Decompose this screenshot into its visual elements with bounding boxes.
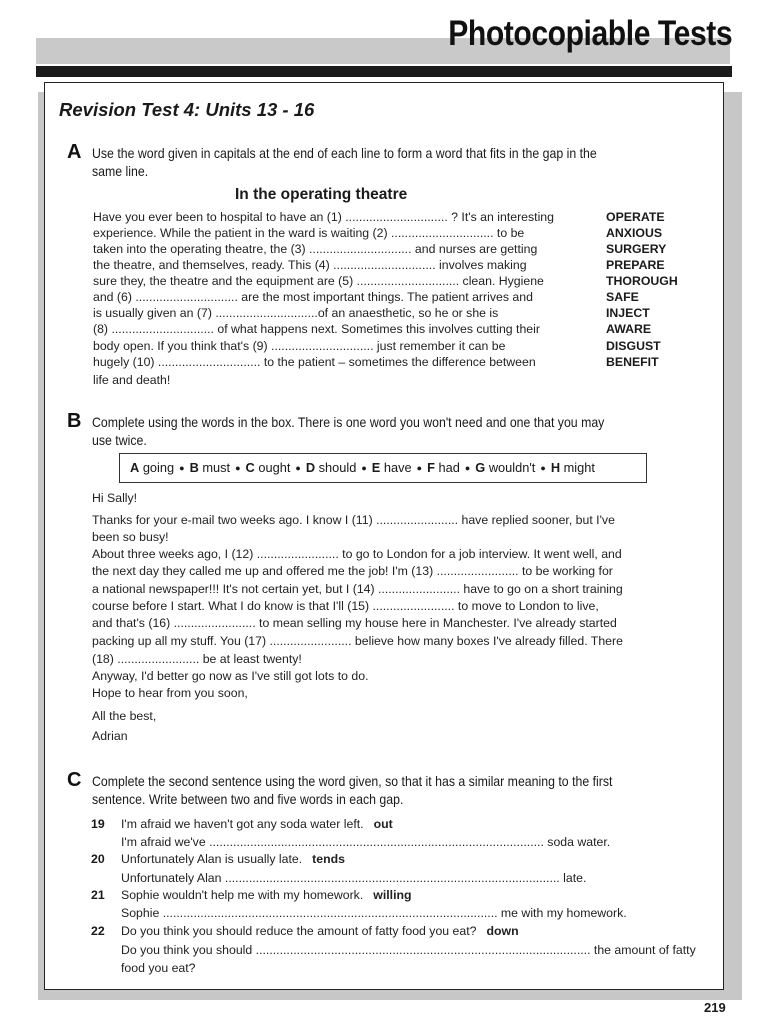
capital-word: BENEFIT	[606, 355, 659, 369]
question-keyword: willing	[373, 888, 412, 902]
letter-sign-off: All the best,	[92, 709, 157, 723]
option-letter: E	[371, 460, 381, 475]
capital-word: DISGUST	[606, 339, 661, 353]
letter-line: Anyway, I'd better go now as I've still got lots to do.	[92, 669, 369, 683]
passage-line: taken into the operating theatre, the (3) .............................. and nurses are getting	[93, 242, 538, 256]
option-letter: B	[189, 460, 199, 475]
question-sentence	[121, 817, 393, 831]
letter-signature: Adrian	[92, 729, 128, 743]
letter-line: About three weeks ago, I (12) ........................ to go to London for a job interview. It went well, and	[92, 547, 622, 561]
letter-line: the next day they called me up and offered me the job! I'm (13) ........................ to be working for	[92, 564, 613, 578]
page-number: 219	[704, 1000, 726, 1015]
option-word: had	[438, 460, 460, 475]
passage-line: the theatre, and themselves, ready. This (4) .............................. involves making	[93, 258, 527, 272]
capital-word: AWARE	[606, 322, 652, 336]
capital-word: SURGERY	[606, 242, 667, 256]
letter-line: course before I start. What I do know is that I'll (15) ........................ to move to London to live,	[92, 599, 599, 613]
letter-line: (18) ........................ be at least twenty!	[92, 652, 302, 666]
capital-word: OPERATE	[606, 210, 665, 224]
passage-line: sure they, the theatre and the equipment are (5) .............................. clean. Hygiene	[93, 274, 544, 288]
question-sentence	[121, 852, 345, 866]
section-b-instruction-line-1: Complete using the words in the box. There is one word you won't need and one that you may	[92, 414, 605, 430]
question-text: I'm afraid we haven't got any soda water left.	[121, 817, 364, 831]
answer-line: I'm afraid we've .................................................................................................. soda water.	[121, 835, 611, 849]
answer-line: Do you think you should .................................................................................................. the amount of fatty	[121, 943, 696, 957]
section-a-instruction	[92, 144, 690, 180]
question-number: 20	[91, 852, 105, 866]
option-word: wouldn't	[488, 460, 536, 475]
bullet-separator: ●	[416, 463, 423, 473]
section-c-instruction-line-1: Complete the second sentence using the word given, so that it has a similar meaning to the first	[92, 773, 613, 789]
option-letter: G	[475, 460, 486, 475]
section-b-instruction-line-2: use twice.	[92, 432, 147, 448]
test-title: Revision Test 4: Units 13 - 16	[59, 99, 315, 120]
letter-greeting: Hi Sally!	[92, 491, 138, 505]
passage-line: life and death!	[93, 373, 171, 387]
word-box	[119, 453, 647, 483]
option-letter: A	[130, 460, 140, 475]
section-a-instruction-line-2: same line.	[92, 163, 149, 179]
option-word: ought	[258, 460, 291, 475]
section-a-instruction-line-1: Use the word given in capitals at the end of each line to form a word that fits in the gap in the	[92, 145, 597, 161]
answer-line: Unfortunately Alan .................................................................................................. late.	[121, 871, 587, 885]
letter-line: Thanks for your e-mail two weeks ago. I know I (11) ........................ have replied sooner, but I've	[92, 513, 615, 527]
option-letter: F	[427, 460, 435, 475]
letter-line: Hope to hear from you soon,	[92, 686, 248, 700]
section-b-letter: B	[67, 410, 82, 432]
letter-line: and that's (16) ........................ to mean selling my house here in Manchester. I've already started	[92, 616, 617, 630]
passage-line: body open. If you think that's (9) .............................. just remember it can be	[93, 339, 506, 353]
section-b-instruction	[92, 413, 690, 449]
section-c-instruction-line-2: sentence. Write between two and five words in each gap.	[92, 791, 404, 807]
passage-line: and (6) .............................. are the most important things. The patient arrives and	[93, 290, 533, 304]
passage-line: Have you ever been to hospital to have an (1) .............................. ? It's an interesting	[93, 210, 554, 224]
option-letter: D	[305, 460, 316, 475]
header-rule	[36, 66, 732, 77]
bullet-separator: ●	[464, 463, 471, 473]
option-word: must	[202, 460, 231, 475]
question-number: 21	[91, 888, 105, 902]
option-letter: C	[245, 460, 255, 475]
capital-word: ANXIOUS	[606, 226, 663, 240]
passage-title: In the operating theatre	[235, 186, 408, 203]
section-a-letter: A	[67, 141, 82, 163]
question-keyword: tends	[312, 852, 345, 866]
question-text: Sophie wouldn't help me with my homework.	[121, 888, 364, 902]
answer-line: Sophie .................................................................................................. me with my homework.	[121, 906, 627, 920]
question-sentence	[121, 924, 519, 938]
letter-line: packing up all my stuff. You (17) ........................ believe how many boxes I've already filled. There	[92, 634, 623, 648]
letter-line: a national newspaper!!! It's not certain yet, but I (14) ........................ have to go on a short training	[92, 582, 623, 596]
passage-line: is usually given an (7) ..............................of an anaesthetic, so he or she is	[93, 306, 499, 320]
passage-line: experience. While the patient in the ward is waiting (2) .............................. to be	[93, 226, 525, 240]
bullet-separator: ●	[235, 463, 241, 473]
bullet-separator: ●	[361, 463, 367, 473]
option-word: have	[383, 460, 412, 475]
passage-line: hugely (10) .............................. to the patient – sometimes the difference between	[93, 355, 536, 369]
question-number: 22	[91, 924, 105, 938]
question-text: Unfortunately Alan is usually late.	[121, 852, 303, 866]
option-word: should	[318, 460, 357, 475]
question-text: Do you think you should reduce the amount of fatty food you eat?	[121, 924, 477, 938]
passage-line: (8) .............................. of what happens next. Sometimes this involves cutting their	[93, 322, 540, 336]
option-letter: H	[550, 460, 561, 475]
capital-word: SAFE	[606, 290, 639, 304]
option-word: might	[563, 460, 595, 475]
header-title: Photocopiable Tests	[448, 14, 732, 53]
capital-word: THOROUGH	[606, 274, 678, 288]
section-c-instruction	[92, 772, 690, 808]
bullet-separator: ●	[540, 463, 546, 473]
capital-word: INJECT	[606, 306, 650, 320]
bullet-separator: ●	[295, 463, 301, 473]
capital-word: PREPARE	[606, 258, 665, 272]
bullet-separator: ●	[179, 463, 185, 473]
question-keyword: out	[373, 817, 393, 831]
option-word: going	[142, 460, 175, 475]
answer-line-continuation: food you eat?	[121, 961, 196, 975]
question-number: 19	[91, 817, 105, 831]
question-keyword: down	[486, 924, 519, 938]
letter-line: been so busy!	[92, 530, 169, 544]
question-sentence	[121, 888, 412, 902]
section-c-letter: C	[67, 769, 82, 791]
